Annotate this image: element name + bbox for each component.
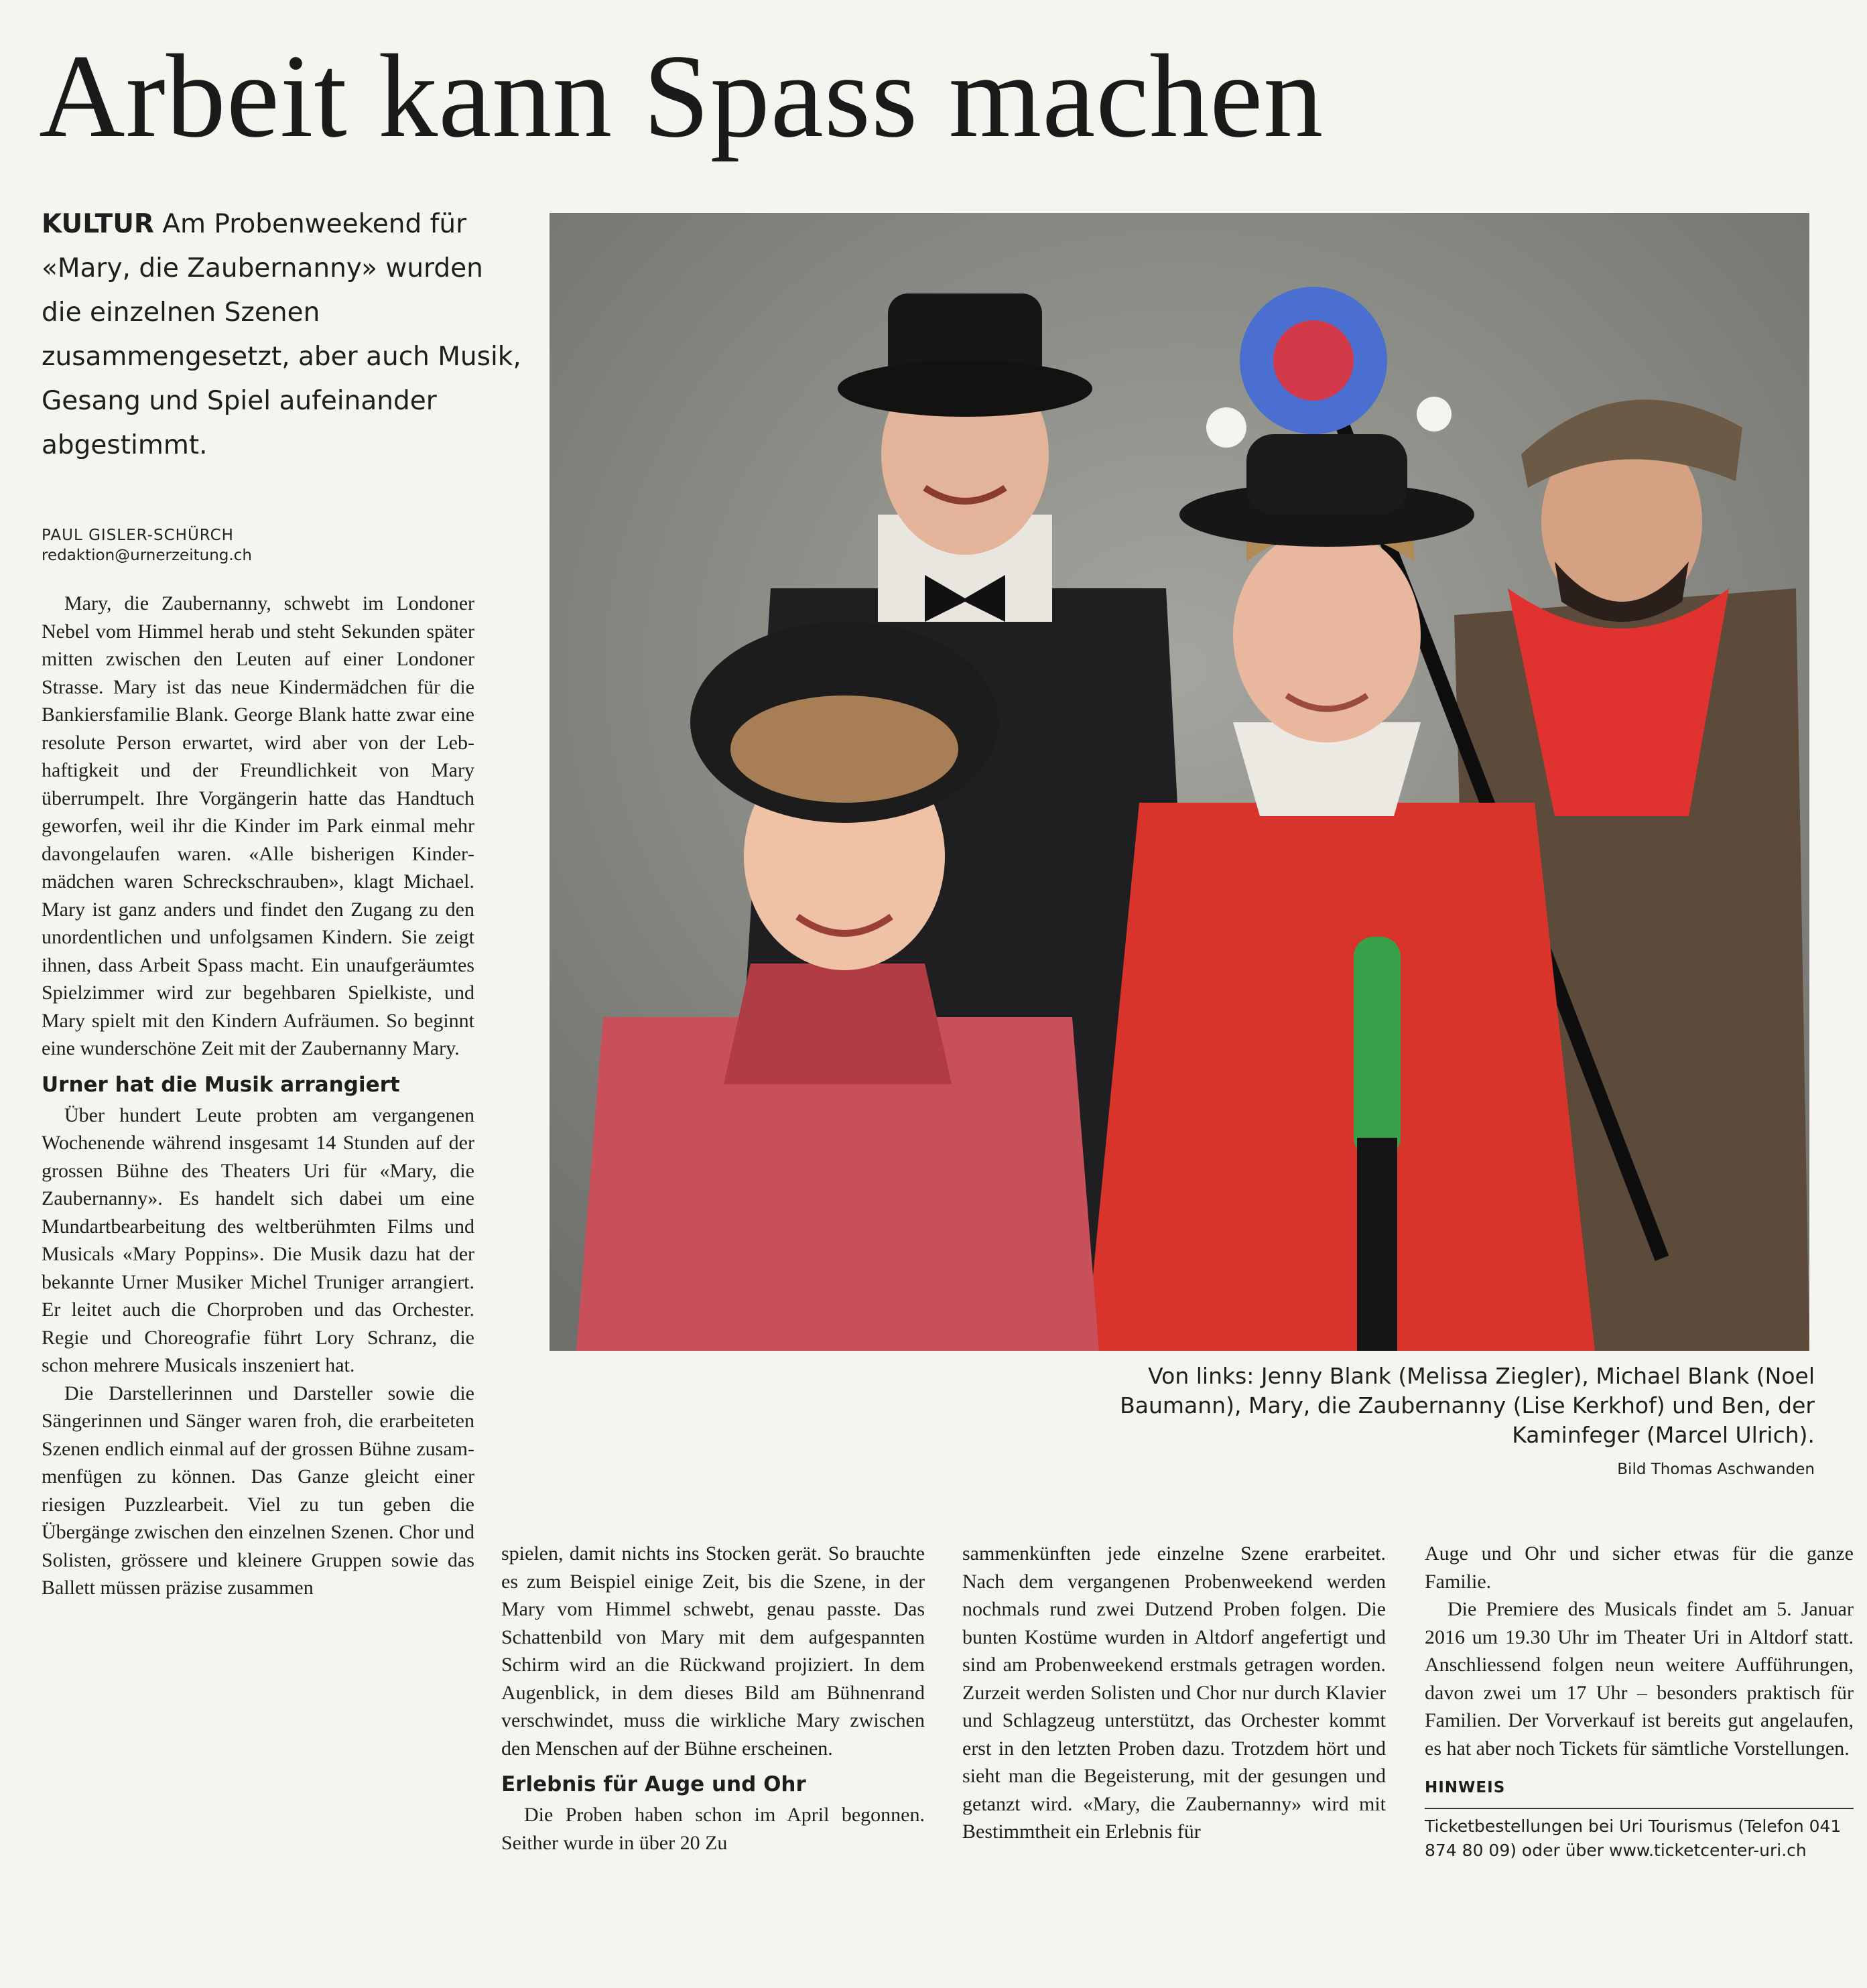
subheading-experience: Erlebnis für Auge und Ohr <box>501 1772 806 1796</box>
column2-paragraph-2: Die Proben haben schon im April begonnen. Seither wurde in über 20 Zu <box>501 1804 925 1854</box>
photo-caption: Von links: Jenny Blank (Melissa Ziegler), Michael Blank (Noel Baumann), Mary, die Zaubernanny (Lise Kerkhof) und Ben, der Kaminfeger (Marcel Ulrich). <box>1120 1363 1815 1448</box>
column1-paragraph-3: Die Darstellerinnen und Darsteller sowie die Sängerinnen und Sänger waren froh, die erarbeiteten Szenen endlich einmal auf der grossen Bühne zusammenfügen zu können. Das Ganze gleicht einer riesigen Puzzlearbeit. Viel zu tun geben die Übergänge zwischen den einzelnen Szenen. Chor und Solisten, grössere und kleinere Gruppen sowie das Ballett müssen präzise zusammen <box>42 1382 474 1599</box>
byline-author: PAUL GISLER-SCHÜRCH <box>42 527 234 544</box>
lead-paragraph <box>42 202 531 468</box>
byline-email: redaktion@urnerzeitung.ch <box>42 547 252 564</box>
column4-paragraph-1: Auge und Ohr und sicher etwas für die ganze Familie. <box>1425 1542 1854 1593</box>
lead-text: Am Probenweekend für «Mary, die Zaubernanny» wurden die einzelnen Szenen zusammengesetzt, aber auch Musik, Gesang und Spiel aufeinander abgestimmt. <box>42 209 521 460</box>
headline: Arbeit kann Spass machen <box>39 29 1324 162</box>
photo-credit: Bild Thomas Aschwanden <box>1617 1461 1815 1478</box>
article-column-2 <box>501 1540 925 1857</box>
photo-illustration <box>550 213 1809 1351</box>
stage-photo <box>550 213 1809 1351</box>
column3-paragraph-1: sammenkünften jede einzelne Szene erarbeitet. Nach dem vergangenen Probenweekend werden nochmals rund zwei Dutzend Proben folgen. Die bunten Kostüme wurden in Altdorf angefertigt und sind am Probenweekend erstmals getragen worden. Zurzeit werden Solisten und Chor nur durch Klavier und Schlagzeug unterstützt, das Orchester kommt erst in den letzten Proben dazu. Trotzdem hört und sieht man die Begeisterung, mit der gesungen und getanzt wird. «Mary, die Zaubernanny» wird mit Bestimmtheit ein Erlebnis für <box>962 1542 1386 1843</box>
article-column-1 <box>42 590 474 1602</box>
lead-kicker: KULTUR <box>42 209 154 239</box>
notice-text: Ticketbestellungen bei Uri Tourismus (Telefon 041 874 80 09) oder über www.ticketcenter-uri.ch <box>1425 1816 1842 1860</box>
column2-paragraph-1: spielen, damit nichts ins Stocken gerät. So brauchte es zum Beispiel einige Zeit, bis die Szene, in der Mary vom Himmel schwebt, genau passte. Das Schattenbild von Mary mit dem aufgespannten Schirm wird an die Rückwand projiziert. In dem Augenblick, in dem dieses Bild am Bühnenrand verschwindet, muss die wirkliche Mary zwischen den Menschen auf der Bühne erscheinen. <box>501 1542 925 1760</box>
article-column-4 <box>1425 1540 1854 1863</box>
column1-paragraph-1: Mary, die Zaubernanny, schwebt im Londoner Nebel vom Himmel herab und steht Sekunden später mitten zwischen den Leuten auf einer Londoner Strasse. Mary ist das neue Kindermädchen für die Bankiersfamilie Blank. George Blank hatte zwar eine resolute Person erwartet, wird aber von der Lebhaftigkeit und der Freundlichkeit von Mary überrumpelt. Ihre Vorgängerin hatte das Handtuch geworfen, weil ihr die Kinder im Park einmal mehr davongelaufen waren. «Alle bisherigen Kindermädchen waren Schreckschrauben», klagt Michael. Mary ist ganz anders und findet den Zugang zu den unordentlichen und unfolgsamen Kindern. Sie zeigt ihnen, dass Arbeit Spass macht. Ein unaufgeräumtes Spielzimmer wird zur begehbaren Spielkiste, und Mary spielt mit den Kindern Aufräumen. So beginnt eine wunderschöne Zeit mit der Zaubernanny Mary. <box>42 592 474 1059</box>
column1-paragraph-2: Über hundert Leute probten am vergangenen Wochenende während insgesamt 14 Stunden auf der grossen Bühne des Theaters Uri für «Mary, die Zaubernanny». Es handelt sich dabei um eine Mundartbearbeitung des weltberühmten Films und Musicals «Mary Poppins». Die Musik dazu hat der bekannte Urner Musiker Michel Truniger arrangiert. Er leitet auch die Chorproben und das Orchester. Regie und Choreografie führt Lory Schranz, die schon mehrere Musicals inszeniert hat. <box>42 1104 474 1376</box>
notice-label: HINWEIS <box>1425 1774 1854 1809</box>
column4-paragraph-2: Die Premiere des Musicals findet am 5. Januar 2016 um 19.30 Uhr im Theater Uri in Altdorf statt. Anschliessend folgen neun weitere Aufführungen, davon zwei um 17 Uhr – besonders praktisch für Familien. Der Vorverkauf ist bereits gut angelaufen, es hat aber noch Tickets für sämtliche Vorstellungen. <box>1425 1598 1854 1760</box>
article-column-3 <box>962 1540 1386 1846</box>
subheading-music: Urner hat die Musik arrangiert <box>42 1072 400 1097</box>
